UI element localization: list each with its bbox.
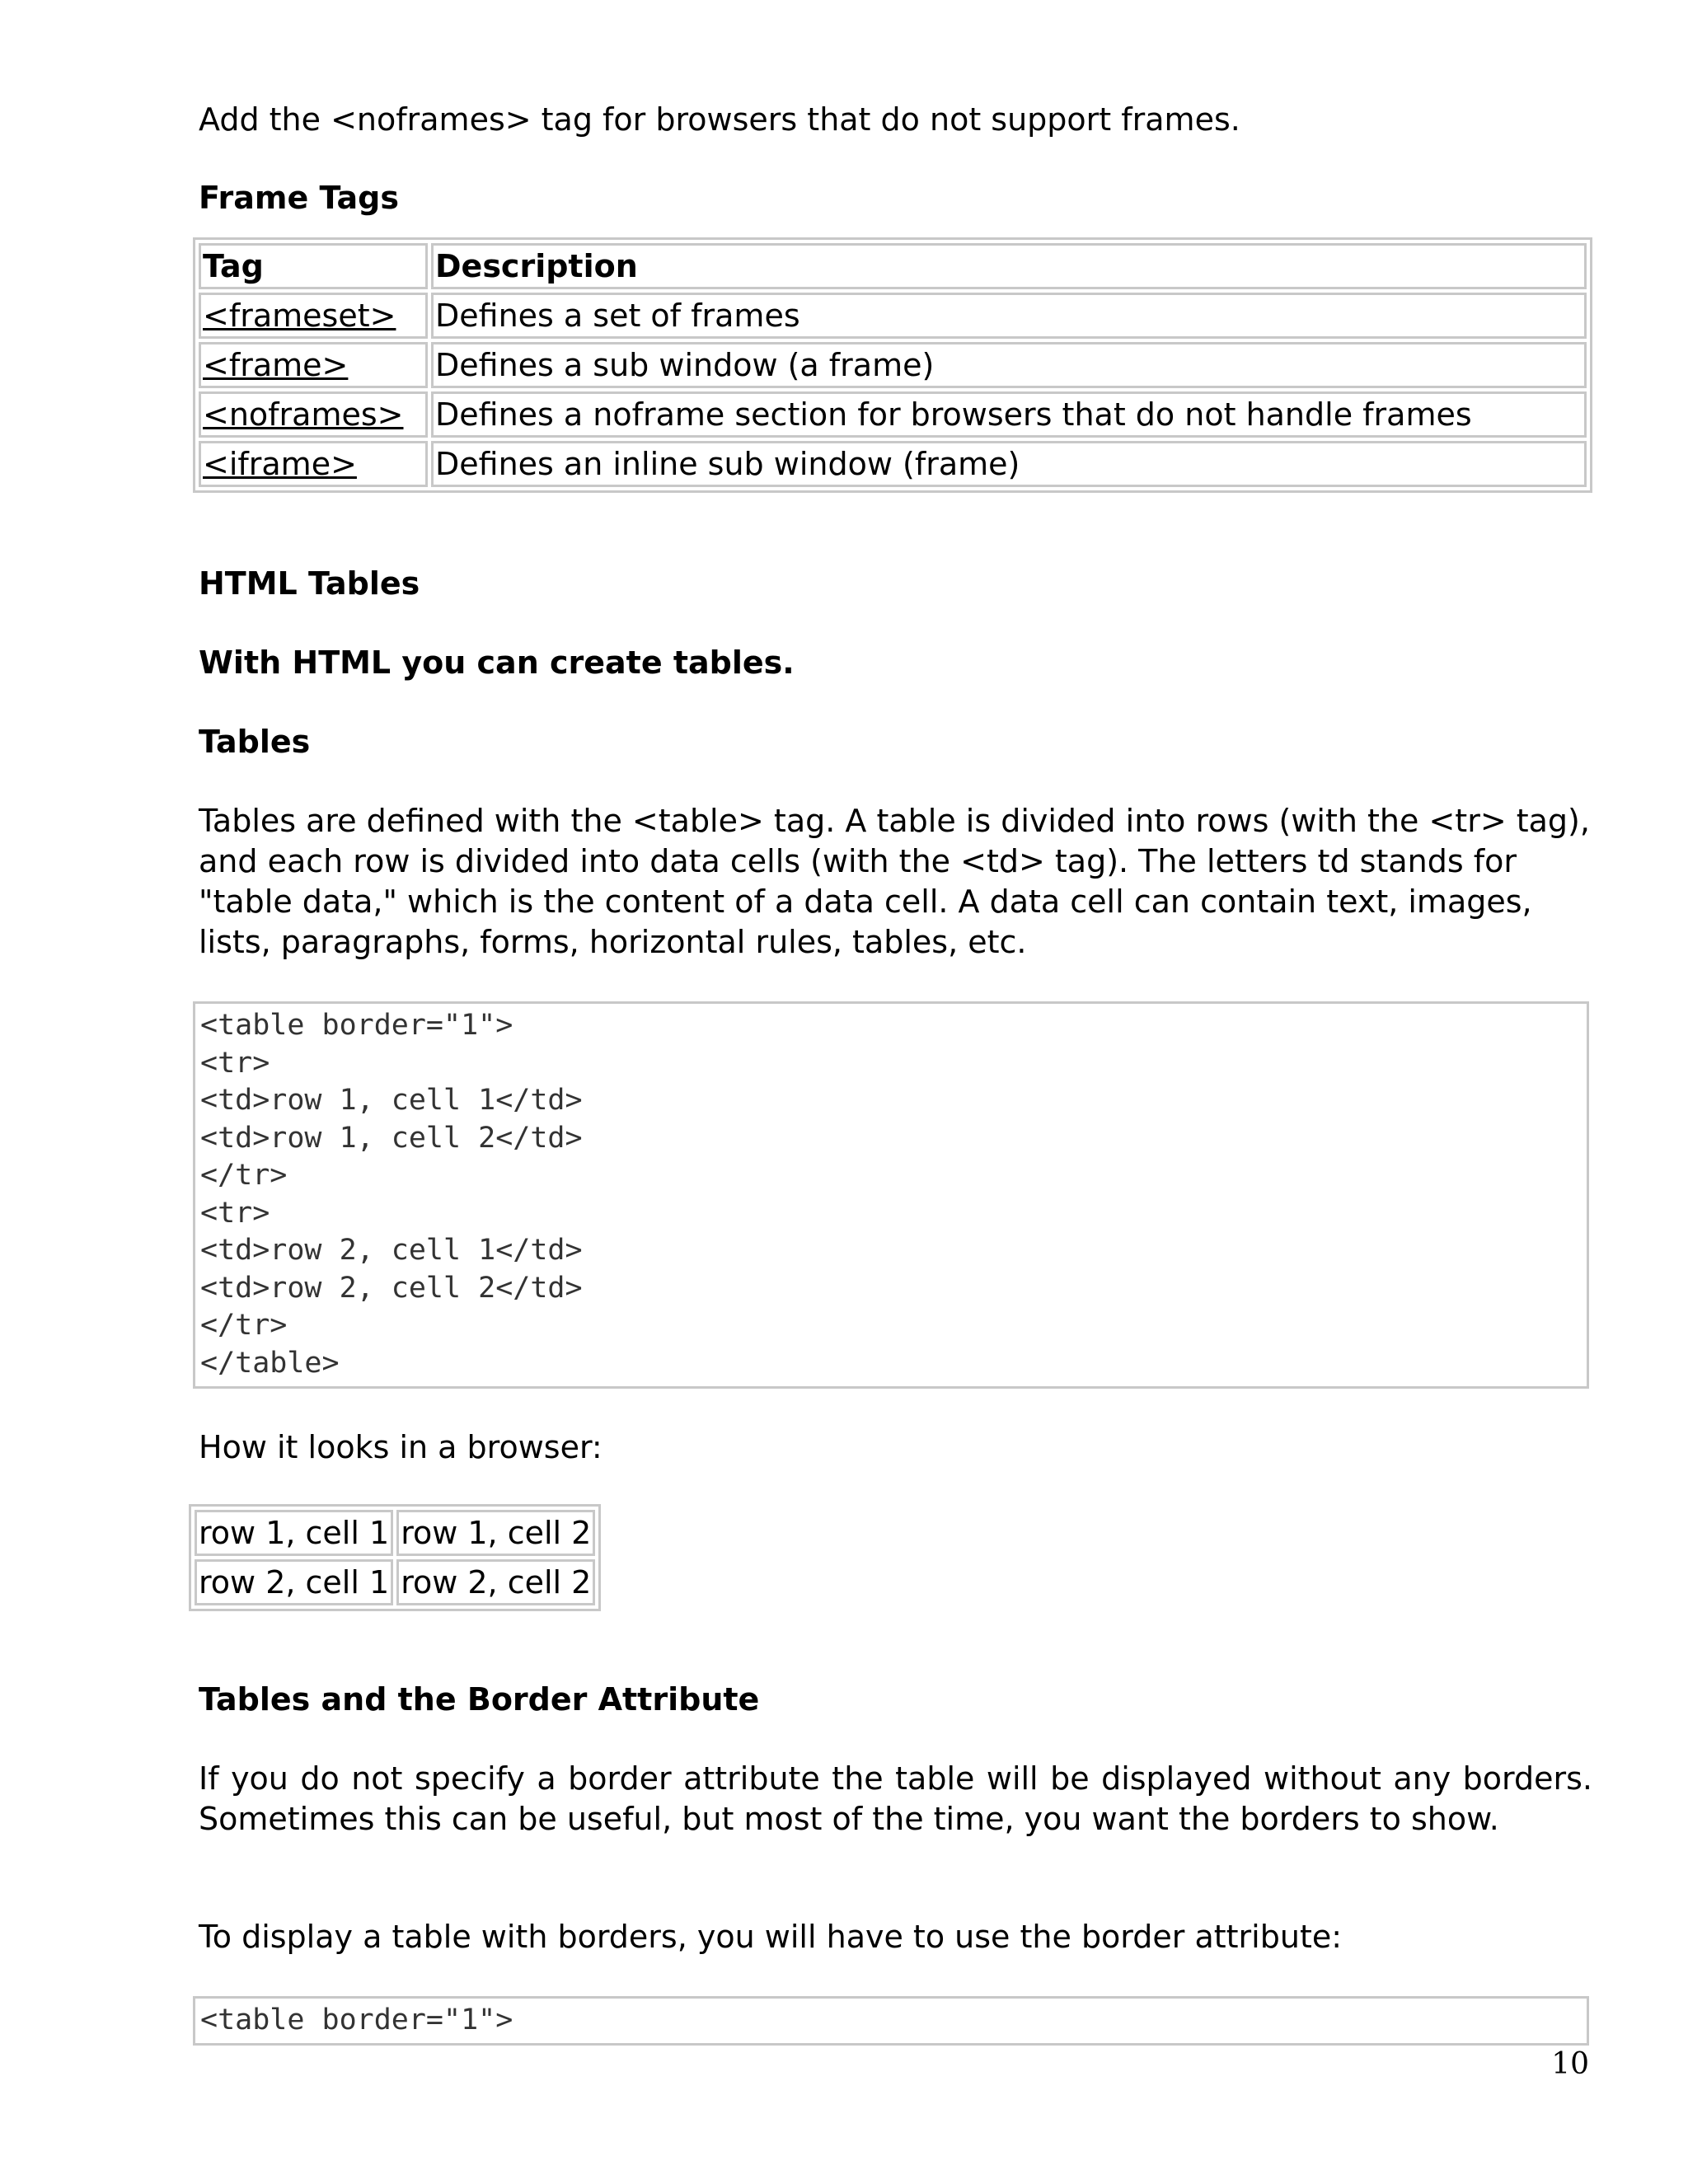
tag-description: Defines a noframe section for browsers that do not handle frames (431, 391, 1587, 438)
tag-description: Defines a set of frames (431, 293, 1587, 339)
html-tables-heading: HTML Tables (199, 565, 420, 602)
table-cell: row 1, cell 1 (195, 1510, 393, 1556)
tag-link-frame[interactable]: <frame> (199, 342, 428, 388)
code-line: <td>row 1, cell 1</td> (200, 1084, 583, 1117)
browser-label: How it looks in a browser: (199, 1429, 603, 1465)
code-line: </table> (200, 1346, 340, 1380)
border-attribute-heading: Tables and the Border Attribute (199, 1681, 760, 1718)
code-line: <tr> (200, 1046, 270, 1080)
example-rendered-table (189, 1504, 601, 1611)
table-row (199, 342, 1587, 388)
code-line: </tr> (200, 1309, 288, 1342)
border-paragraph: If you do not specify a border attribute the table will be displayed without any borders. Sometimes this can be useful, but most of the time, you want the borders to show. (199, 1760, 1592, 1837)
column-header-tag: Tag (199, 243, 428, 289)
table-cell: row 2, cell 2 (396, 1559, 595, 1605)
frame-tags-table (193, 237, 1592, 493)
table-row (199, 293, 1587, 339)
tag-link-iframe[interactable]: <iframe> (199, 441, 428, 487)
table-row (199, 441, 1587, 487)
code-line: <td>row 2, cell 1</td> (200, 1234, 583, 1267)
table-header-row (199, 243, 1587, 289)
code-line: <td>row 1, cell 2</td> (200, 1121, 583, 1155)
table-cell: row 1, cell 2 (396, 1510, 595, 1556)
code-line: <table border="1"> (200, 1009, 513, 1042)
code-line: <td>row 2, cell 2</td> (200, 1271, 583, 1305)
code-line: <table border="1"> (200, 2004, 513, 2036)
table-cell: row 2, cell 1 (195, 1559, 393, 1605)
frame-tags-heading: Frame Tags (199, 180, 399, 216)
html-tables-subheading: With HTML you can create tables. (199, 644, 795, 681)
tag-description: Defines an inline sub window (frame) (431, 441, 1587, 487)
code-line: <tr> (200, 1196, 270, 1230)
tag-link-noframes[interactable]: <noframes> (199, 391, 428, 438)
table-row (199, 391, 1587, 438)
tag-description: Defines a sub window (a frame) (431, 342, 1587, 388)
column-header-description: Description (431, 243, 1587, 289)
table-code-example (193, 1001, 1589, 1389)
code-line: </tr> (200, 1159, 288, 1192)
tables-heading: Tables (199, 724, 311, 760)
tag-link-frameset[interactable]: <frameset> (199, 293, 428, 339)
table-row (195, 1510, 595, 1556)
table-row (195, 1559, 595, 1605)
page-number: 10 (1551, 2047, 1589, 2081)
tables-paragraph: Tables are defined with the <table> tag. A table is divided into rows (with the <tr> tag), and each row is divided into data cells (with the <td> tag). The letters td stands for "table data," which is the content of a data cell. A data cell can contain text, images, lists, paragraphs, forms, horizontal rules, tables, etc. (199, 803, 1590, 960)
border-instruction: To display a table with borders, you will have to use the border attribute: (199, 1919, 1343, 1955)
intro-text: Add the <noframes> tag for browsers that do not support frames. (199, 101, 1240, 138)
border-code-example (193, 1996, 1589, 2046)
